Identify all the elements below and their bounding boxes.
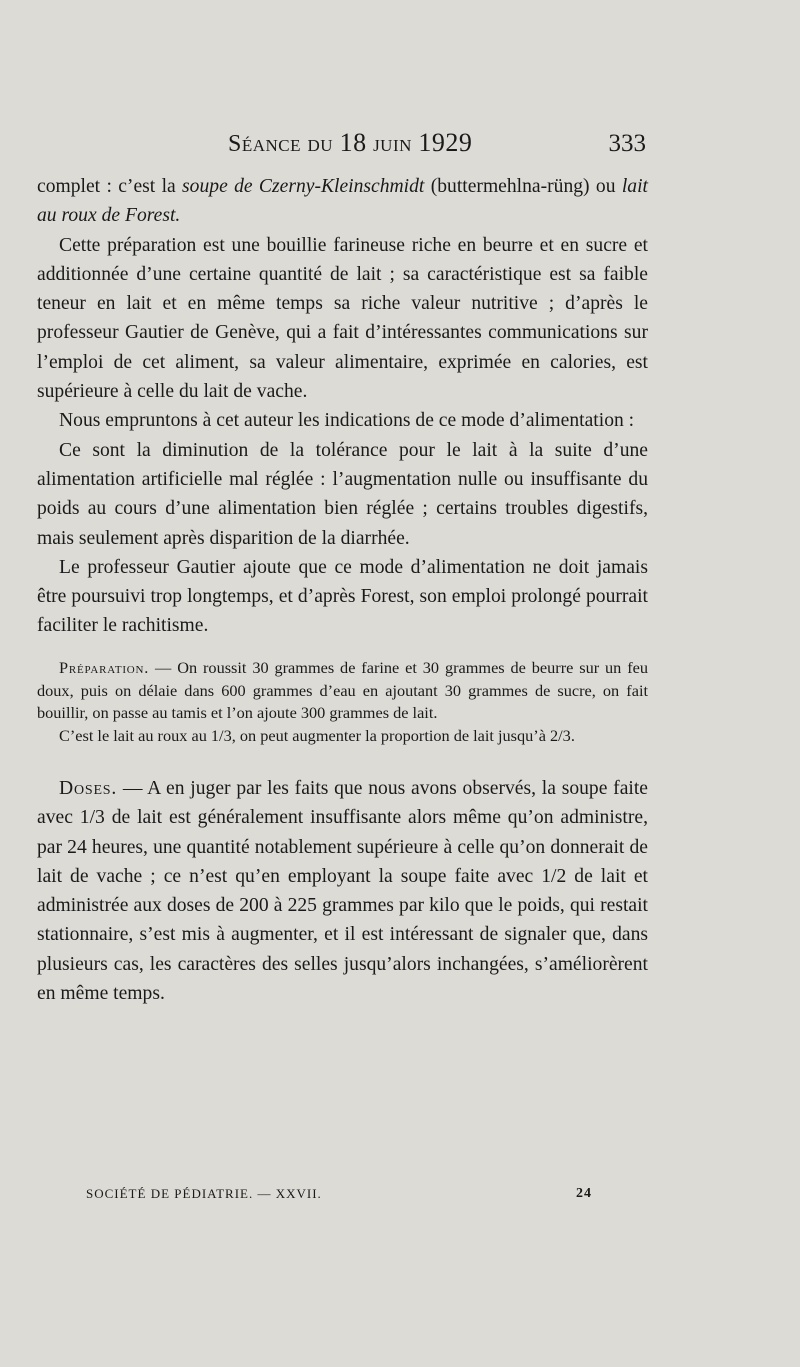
- section-gap: [37, 748, 648, 774]
- running-head: [228, 128, 472, 158]
- paragraph-2: Cette préparation est une bouillie farineuse riche en beurre et en sucre et additionnée d’une certaine quantité de lait ; sa caractéristique est sa faible teneur en lait et en même temps sa riche valeur nutritive ; d’après le professeur Gautier de Genève, qui a fait d’intéressantes communications sur l’emploi de cet aliment, sa valeur alimentaire, exprimée en calories, est supérieure à celle du lait de vache.: [37, 234, 648, 403]
- preparation-section: [37, 657, 648, 748]
- p1-italic-soupe: soupe de Czerny-Kleinschmidt: [182, 176, 425, 197]
- doses-text: — A en juger par les faits que nous avons observés, la soupe faite avec 1/3 de lait est généralement insuffisante alors même qu’on administre, par 24 heures, une quantité notablement supérieure à celle qu’on donnerait de lait de vache ; ce n’est qu’en employant la soupe faite avec 1/2 de lait et administrée aux doses de 200 à 225 grammes par kilo que le poids, qui restait stationnaire, s’est mis à augmenter, et il est intéressant de signaler que, dans plusieurs cas, les caractères des selles jusqu’alors inchangées, s’améliorèrent en même temps.: [37, 777, 648, 1005]
- preparation-paragraph-2: C’est le lait au roux au 1/3, on peut augmenter la proportion de lait jusqu’à 2/3.: [59, 726, 575, 746]
- page-number: 333: [608, 130, 646, 157]
- doses-label: Doses.: [59, 777, 118, 799]
- doses-paragraph: [37, 774, 648, 1008]
- footer-journal: SOCIÉTÉ DE PÉDIATRIE. — XXVII.: [86, 1186, 322, 1201]
- page-body: [37, 172, 648, 1008]
- paragraph-3: Nous empruntons à cet auteur les indications de ce mode d’alimentation :: [59, 410, 635, 432]
- p1-italic-lait: lait au roux de Forest.: [37, 176, 648, 227]
- page-footer: [86, 1186, 592, 1202]
- running-head-mid: juin: [366, 131, 419, 157]
- paragraph-5: Le professeur Gautier ajoute que ce mode d’alimentation ne doit jamais être poursuivi trop longtemps, et d’après Forest, son emploi prolongé pourrait faciliter le rachitisme.: [37, 556, 648, 637]
- preparation-text: — On roussit 30 grammes de farine et 30 grammes de beurre sur un feu doux, puis on délaie dans 600 grammes d’eau en ajoutant 30 grammes de sucre, on fait bouillir, on passe au tamis et l’on ajoute 300 grammes de lait.: [37, 657, 648, 723]
- paragraph-1: [37, 172, 648, 231]
- p1-text-a: complet : c’est la: [37, 176, 183, 197]
- paragraph-4: Ce sont la diminution de la tolérance pour le lait à la suite d’une alimentation artificielle mal réglée : l’augmentation nulle ou insuffisante du poids au cours d’une alimentation bien réglée ; certains troubles digestifs, mais seulement après disparition de la diarrhée.: [37, 439, 648, 549]
- preparation-label: Préparation.: [59, 657, 150, 677]
- running-head-day: 18: [339, 128, 367, 157]
- running-head-year: 1929: [418, 128, 473, 157]
- running-header: [228, 128, 646, 158]
- running-head-pre: Séance du: [228, 131, 340, 157]
- preparation-paragraph: [37, 657, 648, 725]
- p1-text-c: (buttermehlna-rüng) ou: [424, 176, 622, 197]
- footer-signature: 24: [576, 1186, 592, 1201]
